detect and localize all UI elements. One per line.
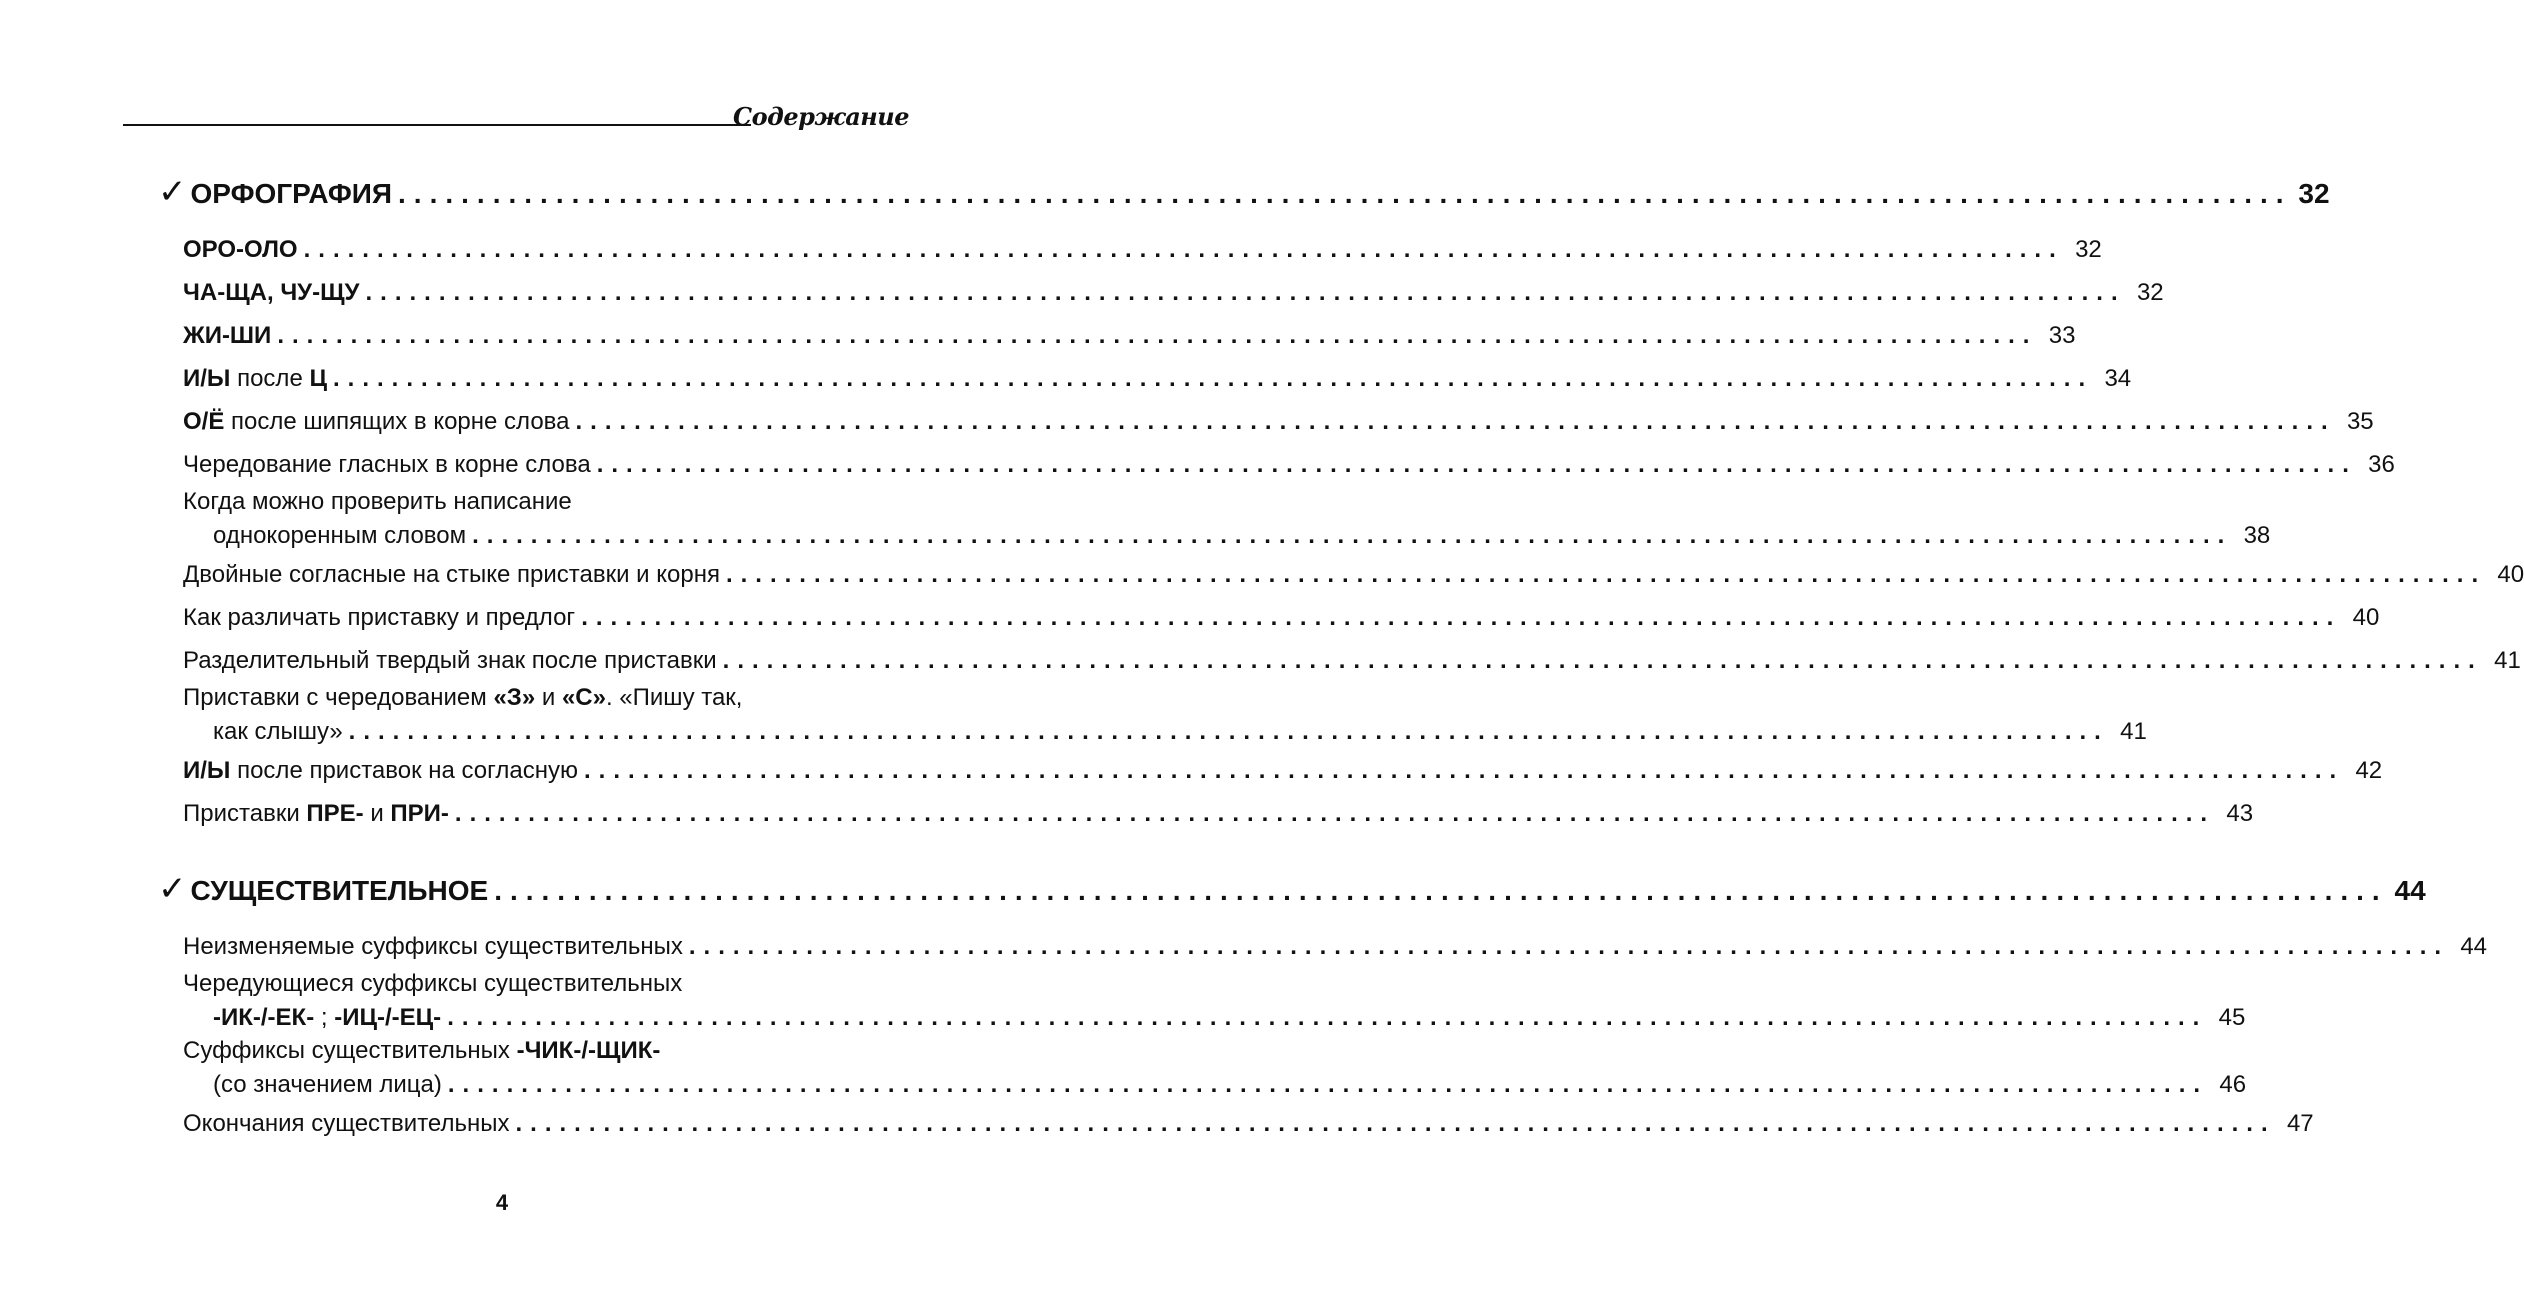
toc-page-number: 40 — [2497, 561, 2524, 588]
dot-leader: ........................................................................................................................ — [575, 408, 2336, 435]
toc-page-number: 45 — [2218, 1004, 2246, 1031]
toc-section-noun[interactable] — [158, 865, 2426, 913]
toc-page-number: 35 — [2346, 408, 2374, 435]
toc-entry-label: Двойные согласные на стыке приставки и корня — [183, 561, 720, 588]
toc-entry-label: И/Ы после Ц — [183, 365, 327, 392]
toc-entry-label: Как различать приставку и предлог — [183, 604, 576, 631]
dot-leader: ........................................................................................................................ — [581, 604, 2342, 631]
dot-leader: ........................................................................................................................ — [447, 1071, 2209, 1098]
toc-page-number: 33 — [2048, 322, 2076, 349]
dot-leader: ........................................................................................................................ — [454, 800, 2216, 827]
toc-page-number: 32 — [2136, 279, 2164, 306]
dot-leader: ........................................................................................................................ — [725, 561, 2487, 588]
toc-page-number: 36 — [2368, 451, 2395, 478]
toc-page-number: 43 — [2226, 800, 2254, 827]
toc-entry-label-line1: Суффиксы существительных -ЧИК-/-ЩИК- — [183, 1037, 661, 1064]
toc-entry-label-line2: -ИК-/-ЕК- ; -ИЦ-/-ЕЦ- — [213, 1004, 442, 1031]
running-head — [123, 100, 909, 134]
toc-entry[interactable] — [158, 314, 2076, 357]
dot-leader: ........................................................................................................................ — [365, 279, 2126, 306]
toc-page-number: 41 — [2494, 647, 2521, 674]
dot-leader: ........................................................................................................................ — [332, 365, 2094, 392]
toc-entry[interactable] — [158, 486, 2271, 553]
toc-entry[interactable] — [158, 925, 2488, 968]
dot-leader: ........................................................................................................................ — [398, 178, 2292, 209]
toc-entry-label: И/Ы после приставок на согласную — [183, 757, 578, 784]
toc-page-number: 32 — [2075, 236, 2102, 263]
toc-entry-label: ЧА-ЩА, ЧУ-ЩУ — [183, 279, 360, 306]
toc-page-number: 47 — [2286, 1110, 2314, 1137]
toc-entry[interactable] — [158, 1035, 2247, 1102]
toc-entry[interactable] — [158, 271, 2164, 314]
toc-entry-label: Чередование гласных в корне слова — [183, 451, 591, 478]
toc-entry[interactable] — [158, 400, 2374, 443]
toc-section-label: ✓ СУЩЕСТВИТЕЛЬНОЕ — [158, 869, 489, 909]
toc-page-number: 44 — [2460, 933, 2488, 960]
toc-page-number: 42 — [2355, 757, 2383, 784]
toc-entry-label-line1: Приставки с чередованием «З» и «С». «Пишу так, — [183, 684, 743, 711]
toc-page-number: 32 — [2298, 178, 2330, 209]
toc-entry[interactable] — [158, 1102, 2314, 1145]
toc-page-number: 38 — [2243, 522, 2271, 549]
toc-entry-label-line2: как слышу» — [213, 718, 343, 745]
toc-entry[interactable] — [158, 596, 2380, 639]
toc-page-number: 40 — [2352, 604, 2380, 631]
toc-entry-label: О/Ё после шипящих в корне слова — [183, 408, 570, 435]
toc-entry-label: ЖИ-ШИ — [183, 322, 272, 349]
dot-leader: ........................................................................................................................ — [688, 933, 2450, 960]
toc-entry[interactable] — [158, 792, 2254, 835]
dot-leader: ........................................................................................................................ — [277, 322, 2038, 349]
toc-entry-label: Неизменяемые суффиксы существительных — [183, 933, 683, 960]
toc-entry-label-line1: Чередующиеся суффиксы существительных — [183, 970, 683, 997]
table-of-contents — [158, 168, 2524, 1145]
dot-leader: ........................................................................................................................ — [584, 757, 2345, 784]
header-rule — [123, 124, 751, 126]
dot-leader: ........................................................................................................................ — [722, 647, 2483, 674]
toc-entry[interactable] — [158, 968, 2246, 1035]
toc-entry[interactable] — [158, 682, 2147, 749]
toc-entry[interactable] — [158, 228, 2102, 271]
toc-section-label: ✓ ОРФОГРАФИЯ — [158, 172, 393, 212]
toc-page-number: 41 — [2120, 718, 2147, 745]
header-title: Содержание — [733, 102, 909, 131]
toc-entry[interactable] — [158, 749, 2383, 792]
toc-page-number: 34 — [2104, 365, 2132, 392]
dot-leader: ........................................................................................................................ — [515, 1110, 2276, 1137]
toc-page-number: 46 — [2219, 1071, 2247, 1098]
toc-entry[interactable] — [158, 443, 2395, 486]
toc-entry-label-line2: однокоренным словом — [213, 522, 467, 549]
dot-leader: ........................................................................................................................ — [348, 718, 2109, 745]
toc-entry-label: Окончания существительных — [183, 1110, 510, 1137]
toc-entry[interactable] — [158, 357, 2132, 400]
dot-leader: ........................................................................................................................ — [303, 236, 2064, 263]
page-number: 4 — [495, 1190, 509, 1215]
checkmark-icon: ✓ — [158, 172, 187, 212]
toc-entry-label: ОРО-ОЛО — [183, 236, 298, 263]
toc-entry-label-line2: (со значением лица) — [213, 1071, 442, 1098]
toc-page-number: 44 — [2394, 875, 2426, 906]
toc-entry-label: Приставки ПРЕ- и ПРИ- — [183, 800, 449, 827]
toc-entry-label-line1: Когда можно проверить написание — [183, 488, 572, 515]
toc-entry[interactable] — [158, 639, 2521, 682]
toc-entry-label: Разделительный твердый знак после приставки — [183, 647, 717, 674]
dot-leader: ........................................................................................................................ — [447, 1004, 2208, 1031]
dot-leader: ........................................................................................................................ — [596, 451, 2357, 478]
toc-entry[interactable] — [158, 553, 2524, 596]
dot-leader: ........................................................................................................................ — [494, 875, 2388, 906]
dot-leader: ........................................................................................................................ — [472, 522, 2233, 549]
toc-section-orthography[interactable] — [158, 168, 2330, 216]
checkmark-icon: ✓ — [158, 869, 187, 909]
